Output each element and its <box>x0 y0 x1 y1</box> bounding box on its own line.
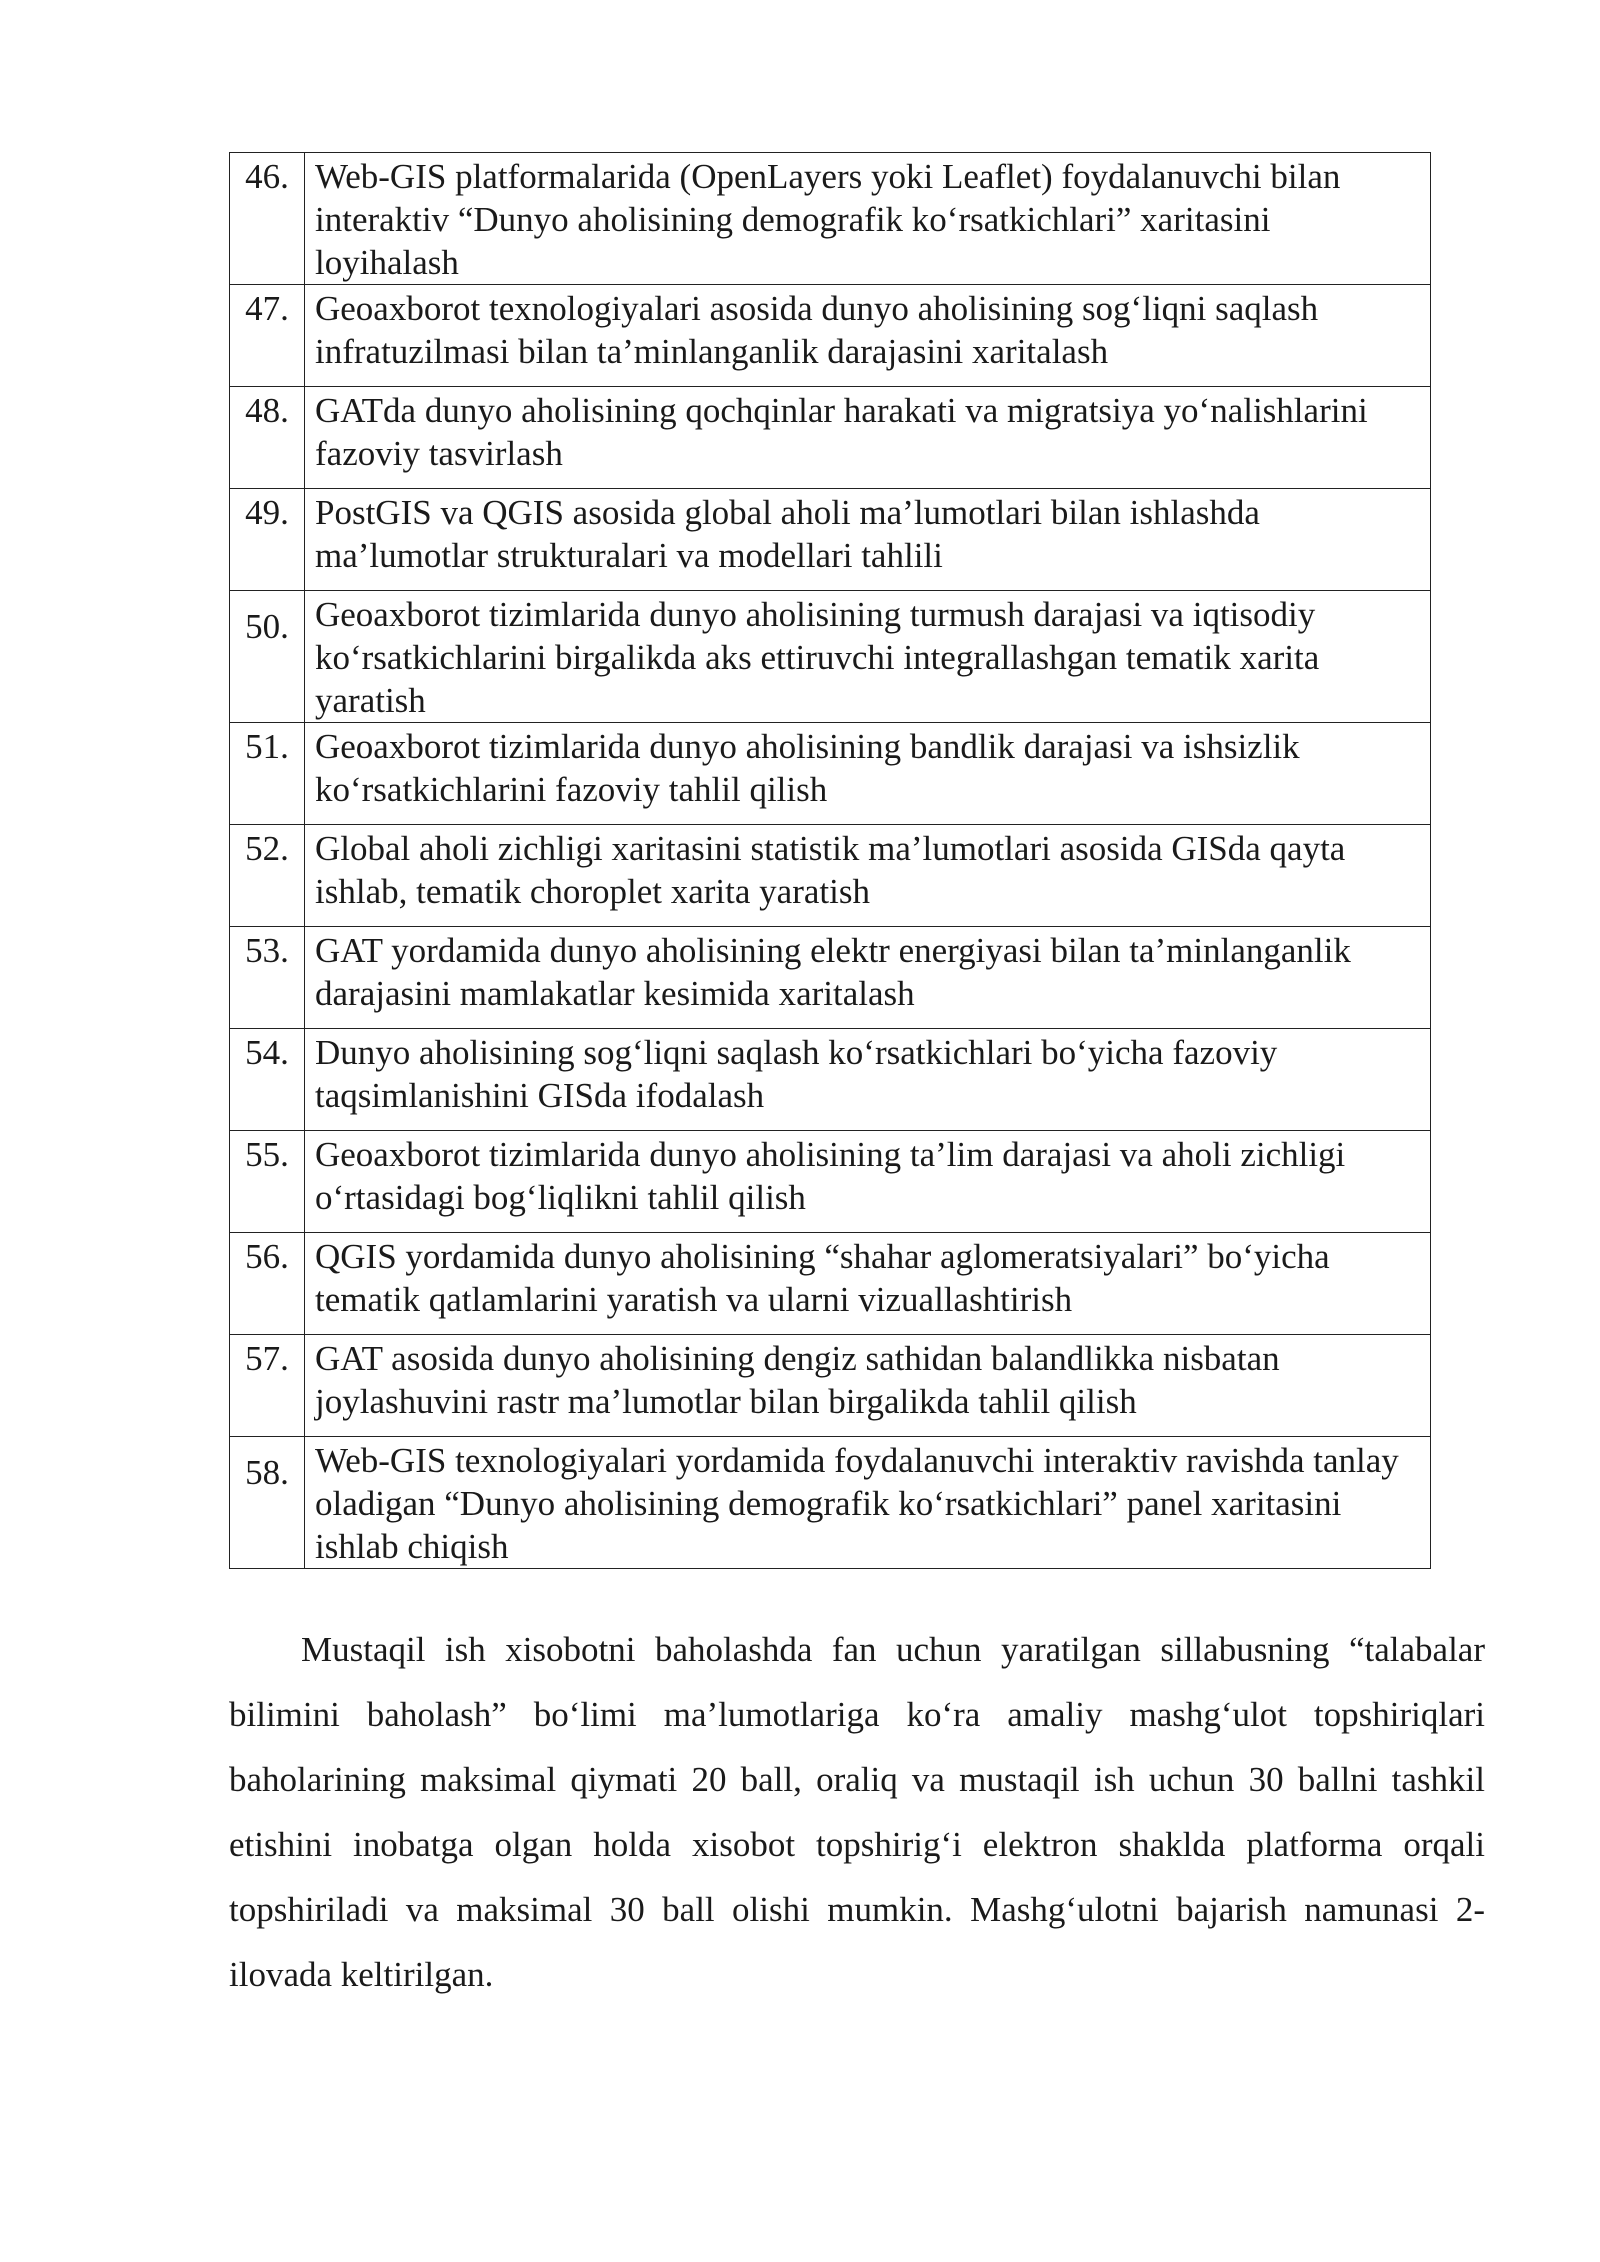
row-number: 52. <box>230 825 305 927</box>
table-row <box>230 387 1431 489</box>
row-number: 46. <box>230 153 305 285</box>
row-number: 58. <box>230 1437 305 1569</box>
row-number: 51. <box>230 723 305 825</box>
row-topic: GAT yordamida dunyo aholisining elektr energiyasi bilan ta’minlanganlik darajasini mamlakatlar kesimida xaritalash <box>305 927 1431 1029</box>
row-topic: Web-GIS texnologiyalari yordamida foydalanuvchi interaktiv ravishda tanlay oladigan “Dunyo aholisining demografik ko‘rsatkichlari” panel xaritasini ishlab chiqish <box>305 1437 1431 1569</box>
row-number: 49. <box>230 489 305 591</box>
body-paragraph: Mustaqil ish xisobotni baholashda fan uchun yaratilgan sillabusning “talabalar bilimini baholash” bo‘limi ma’lumotlariga ko‘ra amaliy mashg‘ulot topshiriqlari baholarining maksimal qiymati 20 ball, oraliq va mustaqil ish uchun 30 ballni tashkil etishini inobatga olgan holda xisobot topshirig‘i elektron shaklda platforma orqali topshiriladi va maksimal 30 ball olishi mumkin. Mashg‘ulotni bajarish namunasi 2-ilovada keltirilgan. <box>229 1630 1485 1994</box>
table-row <box>230 825 1431 927</box>
row-topic: PostGIS va QGIS asosida global aholi ma’lumotlari bilan ishlashda ma’lumotlar strukturalari va modellari tahlili <box>305 489 1431 591</box>
table-row <box>230 1335 1431 1437</box>
table-row <box>230 1233 1431 1335</box>
row-topic: GATda dunyo aholisining qochqinlar harakati va migratsiya yo‘nalishlarini fazoviy tasvirlash <box>305 387 1431 489</box>
table-row <box>230 153 1431 285</box>
table-row <box>230 927 1431 1029</box>
row-number: 56. <box>230 1233 305 1335</box>
topics-table <box>229 152 1431 1569</box>
row-topic: Global aholi zichligi xaritasini statistik ma’lumotlari asosida GISda qayta ishlab, tematik choroplet xarita yaratish <box>305 825 1431 927</box>
row-topic: Dunyo aholisining sog‘liqni saqlash ko‘rsatkichlari bo‘yicha fazoviy taqsimlanishini GISda ifodalash <box>305 1029 1431 1131</box>
row-topic: QGIS yordamida dunyo aholisining “shahar aglomeratsiyalari” bo‘yicha tematik qatlamlarini yaratish va ularni vizuallashtirish <box>305 1233 1431 1335</box>
row-number: 57. <box>230 1335 305 1437</box>
row-number: 50. <box>230 591 305 723</box>
row-number: 48. <box>230 387 305 489</box>
row-number: 54. <box>230 1029 305 1131</box>
table-row <box>230 489 1431 591</box>
table-row <box>230 1029 1431 1131</box>
table-row <box>230 591 1431 723</box>
row-topic: Geoaxborot tizimlarida dunyo aholisining ta’lim darajasi va aholi zichligi o‘rtasidagi bog‘liqlikni tahlil qilish <box>305 1131 1431 1233</box>
row-topic: Geoaxborot tizimlarida dunyo aholisining bandlik darajasi va ishsizlik ko‘rsatkichlarini fazoviy tahlil qilish <box>305 723 1431 825</box>
table-row <box>230 285 1431 387</box>
row-topic: Geoaxborot texnologiyalari asosida dunyo aholisining sog‘liqni saqlash infratuzilmasi bilan ta’minlanganlik darajasini xaritalash <box>305 285 1431 387</box>
row-number: 53. <box>230 927 305 1029</box>
table-row <box>230 1131 1431 1233</box>
row-topic: Geoaxborot tizimlarida dunyo aholisining turmush darajasi va iqtisodiy ko‘rsatkichlarini birgalikda aks ettiruvchi integrallashgan tematik xarita yaratish <box>305 591 1431 723</box>
row-topic: Web-GIS platformalarida (OpenLayers yoki Leaflet) foydalanuvchi bilan interaktiv “Dunyo aholisining demografik ko‘rsatkichlari” xaritasini loyihalash <box>305 153 1431 285</box>
table-row <box>230 723 1431 825</box>
row-number: 47. <box>230 285 305 387</box>
row-number: 55. <box>230 1131 305 1233</box>
row-topic: GAT asosida dunyo aholisining dengiz sathidan balandlikka nisbatan joylashuvini rastr ma’lumotlar bilan birgalikda tahlil qilish <box>305 1335 1431 1437</box>
table-row <box>230 1437 1431 1569</box>
